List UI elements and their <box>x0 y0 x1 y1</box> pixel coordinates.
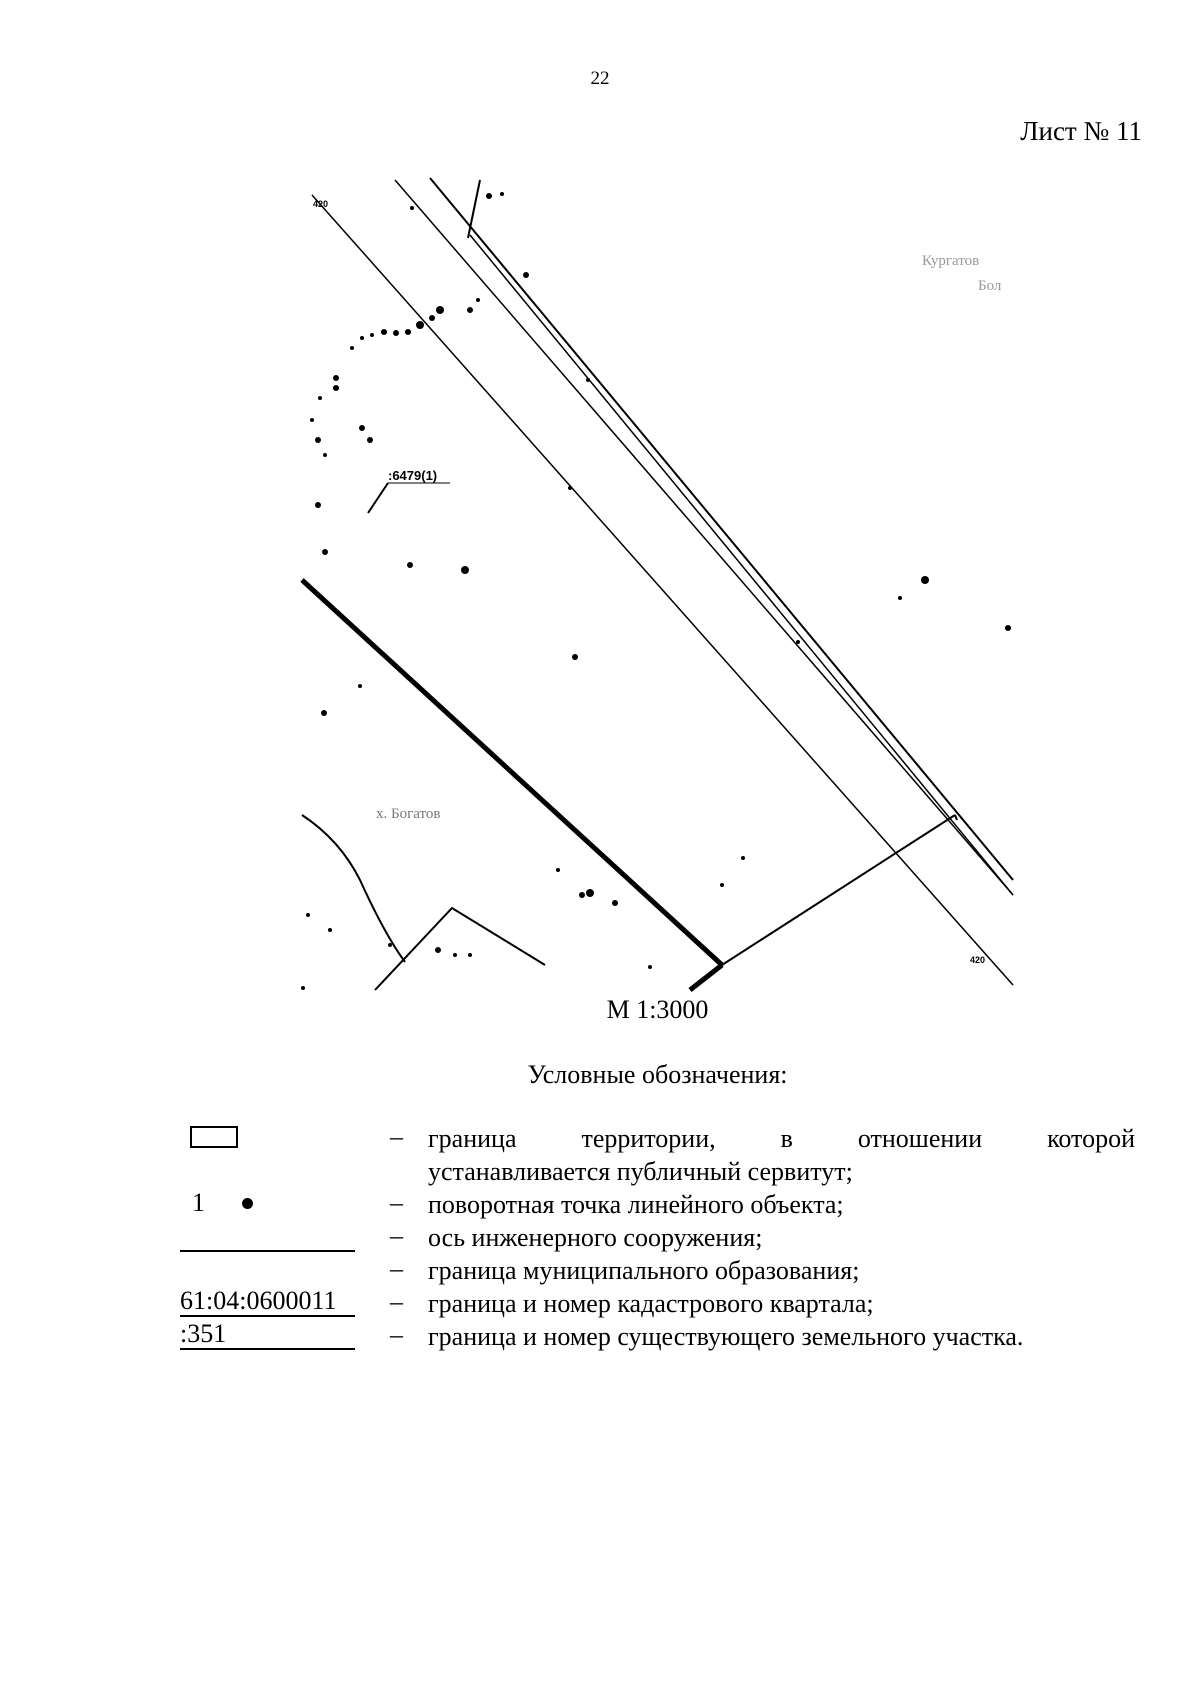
parcel-boundary-curve <box>302 815 405 962</box>
legend-dash: – <box>390 1287 403 1316</box>
branch-line <box>468 180 480 238</box>
servitude-boundary-line-2 <box>955 815 957 820</box>
point-dot-icon <box>242 1198 253 1209</box>
municipal-line-icon <box>180 1250 355 1252</box>
legend-dash: – <box>390 1221 403 1250</box>
road-line-2 <box>395 180 1013 895</box>
legend-text-servitude-2: устанавливается публичный сервитут; <box>428 1157 853 1186</box>
legend-row-parcel <box>180 1320 1135 1353</box>
legend-dash: – <box>390 1188 403 1217</box>
parcel-outline <box>375 908 545 990</box>
legend-text-point: поворотная точка линейного объекта; <box>428 1190 844 1219</box>
legend-text-axis: ось инженерного сооружения; <box>428 1223 763 1252</box>
road-line-1 <box>312 195 1013 985</box>
legend-title: Условные обозначения: <box>527 1060 788 1089</box>
legend-text-municipal: граница муниципального образования; <box>428 1256 860 1285</box>
legend-dash: – <box>390 1254 403 1283</box>
parcel-number: :351 <box>180 1320 355 1350</box>
settlement-label: х. Богатов <box>376 806 441 822</box>
legend-row-servitude <box>180 1122 1135 1155</box>
map-area <box>300 175 1015 995</box>
servitude-rectangle-icon <box>190 1126 238 1148</box>
sheet-label: Лист № 11 <box>1020 116 1142 146</box>
vegetation-dots <box>301 192 1011 990</box>
corner-mark-bottom: 420 <box>970 955 986 965</box>
faint-label-line2: Бол <box>978 278 1002 294</box>
legend-row-cadastral <box>180 1287 1135 1320</box>
servitude-boundary-line <box>722 815 955 965</box>
legend-text-servitude-1: граница территории, в отношении которой <box>428 1124 1135 1153</box>
scale-label: М 1:3000 <box>606 995 709 1024</box>
legend-row-servitude-cont <box>180 1155 1135 1188</box>
parcel-label: :6479(1) <box>388 468 438 483</box>
point-number: 1 <box>192 1188 205 1217</box>
legend <box>180 1122 1135 1353</box>
parcel-label-leader <box>368 483 388 513</box>
corner-mark-top: 420 <box>313 199 329 209</box>
faint-label-line1: Кургатов <box>922 253 980 269</box>
legend-dash: – <box>390 1320 403 1349</box>
legend-text-parcel: граница и номер существующего земельного участка. <box>428 1322 1024 1351</box>
road-line-4 <box>470 235 1013 895</box>
page-number: 22 <box>590 68 610 89</box>
municipal-boundary-line <box>302 580 722 965</box>
legend-row-municipal <box>180 1254 1135 1287</box>
legend-text-cadastral: граница и номер кадастрового квартала; <box>428 1289 874 1318</box>
legend-dash: – <box>390 1122 403 1151</box>
legend-row-point <box>180 1188 1135 1221</box>
servitude-boundary-line-3 <box>690 965 722 990</box>
map-svg <box>300 175 1015 995</box>
cadastral-quarter-number: 61:04:0600011 <box>180 1287 355 1317</box>
